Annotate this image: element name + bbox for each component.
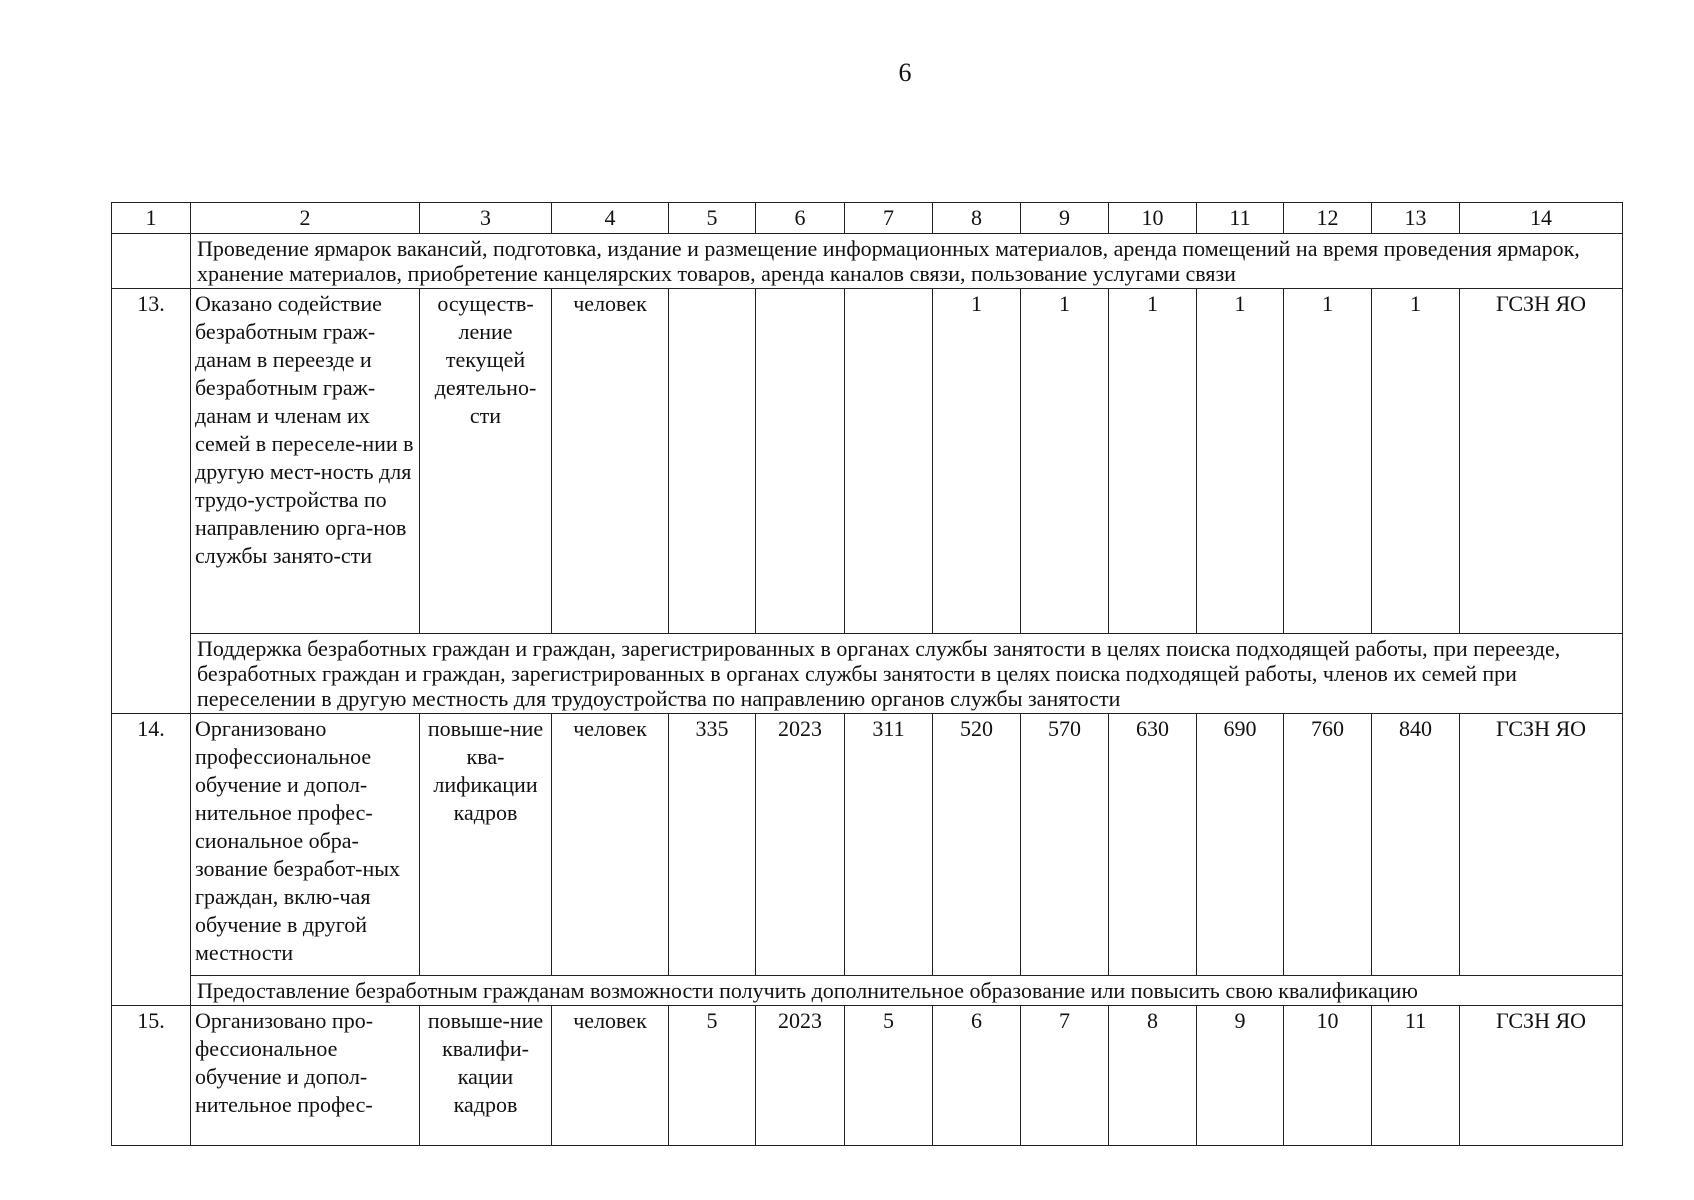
intro-description: Проведение ярмарок вакансий, подготовка, издание и размещение информационных материалов, аренда помещений на время проведения ярмарок, хранение материалов, приобретение канцелярских товаров, аренда каналов связи, пользование услугами связи (191, 234, 1623, 289)
header-cell: 1 (112, 203, 191, 234)
value-cell: 690 (1197, 714, 1284, 976)
header-cell: 3 (420, 203, 552, 234)
unit: человек (552, 289, 669, 634)
table-row (112, 1006, 1623, 1146)
header-cell: 10 (1109, 203, 1197, 234)
unit: человек (552, 714, 669, 976)
value-cell: 335 (669, 714, 756, 976)
empty-cell (112, 234, 191, 289)
header-cell: 14 (1460, 203, 1623, 234)
value-cell (669, 289, 756, 634)
value-cell: 8 (1109, 1006, 1197, 1146)
measure-type: повыше-ние квалифи-кации кадров (420, 1006, 552, 1146)
header-cell: 9 (1021, 203, 1109, 234)
header-cell: 11 (1197, 203, 1284, 234)
value-cell: 520 (933, 714, 1021, 976)
header-cell: 7 (845, 203, 933, 234)
value-cell (756, 289, 845, 634)
measure-name: Оказано содействие безработным граж-данам в переезде и безработным граж-данам и членам их семей в переселе-нии в другую мест-ность для трудо-устройства по направлению орга-нов службы занято-сти (191, 289, 420, 634)
value-cell: 5 (669, 1006, 756, 1146)
measure-name: Организовано про-фессиональное обучение и допол-нительное профес- (191, 1006, 420, 1146)
value-cell: 1 (1021, 289, 1109, 634)
table-row (112, 289, 1623, 634)
header-cell: 2 (191, 203, 420, 234)
measure-type: повыше-ние ква-лификации кадров (420, 714, 552, 976)
responsible: ГСЗН ЯО (1460, 289, 1623, 634)
value-cell: 630 (1109, 714, 1197, 976)
value-cell: 10 (1284, 1006, 1372, 1146)
value-cell: 9 (1197, 1006, 1284, 1146)
intro-description-row (112, 234, 1623, 289)
row-description: Предоставление безработным гражданам возможности получить дополнительное образование или повысить свою квалификацию (191, 976, 1623, 1006)
value-cell: 1 (1197, 289, 1284, 634)
value-cell: 2023 (756, 714, 845, 976)
header-cell: 4 (552, 203, 669, 234)
description-row (112, 634, 1623, 714)
value-cell: 11 (1372, 1006, 1460, 1146)
page-number: 6 (898, 58, 912, 87)
row-number: 13. (112, 289, 191, 714)
value-cell: 1 (1109, 289, 1197, 634)
measure-type: осуществ-ление текущей деятельно-сти (420, 289, 552, 634)
value-cell: 5 (845, 1006, 933, 1146)
column-number-row (112, 203, 1623, 234)
value-cell: 6 (933, 1006, 1021, 1146)
table-row (112, 714, 1623, 976)
measure-name: Организовано профессиональное обучение и допол-нительное профес-сиональное обра-зование безработ-ных граждан, вклю-чая обучение в другой местности (191, 714, 420, 976)
row-description: Поддержка безработных граждан и граждан, зарегистрированных в органах службы занятости в целях поиска подходящей работы, при переезде, безработных граждан и граждан, зарегистрированных в органах службы занятости в целях поиска подходящей работы, членов их семей при переселении в другую местность для трудоустройства по направлению органов службы занятости (191, 634, 1623, 714)
header-cell: 8 (933, 203, 1021, 234)
description-row (112, 976, 1623, 1006)
header-cell: 12 (1284, 203, 1372, 234)
header-cell: 6 (756, 203, 845, 234)
program-table (111, 202, 1623, 1146)
unit: человек (552, 1006, 669, 1146)
value-cell: 311 (845, 714, 933, 976)
row-number: 15. (112, 1006, 191, 1146)
row-number: 14. (112, 714, 191, 1006)
value-cell: 1 (1372, 289, 1460, 634)
value-cell: 570 (1021, 714, 1109, 976)
value-cell: 7 (1021, 1006, 1109, 1146)
header-cell: 13 (1372, 203, 1460, 234)
value-cell (845, 289, 933, 634)
value-cell: 1 (933, 289, 1021, 634)
value-cell: 760 (1284, 714, 1372, 976)
responsible: ГСЗН ЯО (1460, 714, 1623, 976)
header-cell: 5 (669, 203, 756, 234)
value-cell: 840 (1372, 714, 1460, 976)
value-cell: 1 (1284, 289, 1372, 634)
responsible: ГСЗН ЯО (1460, 1006, 1623, 1146)
value-cell: 2023 (756, 1006, 845, 1146)
